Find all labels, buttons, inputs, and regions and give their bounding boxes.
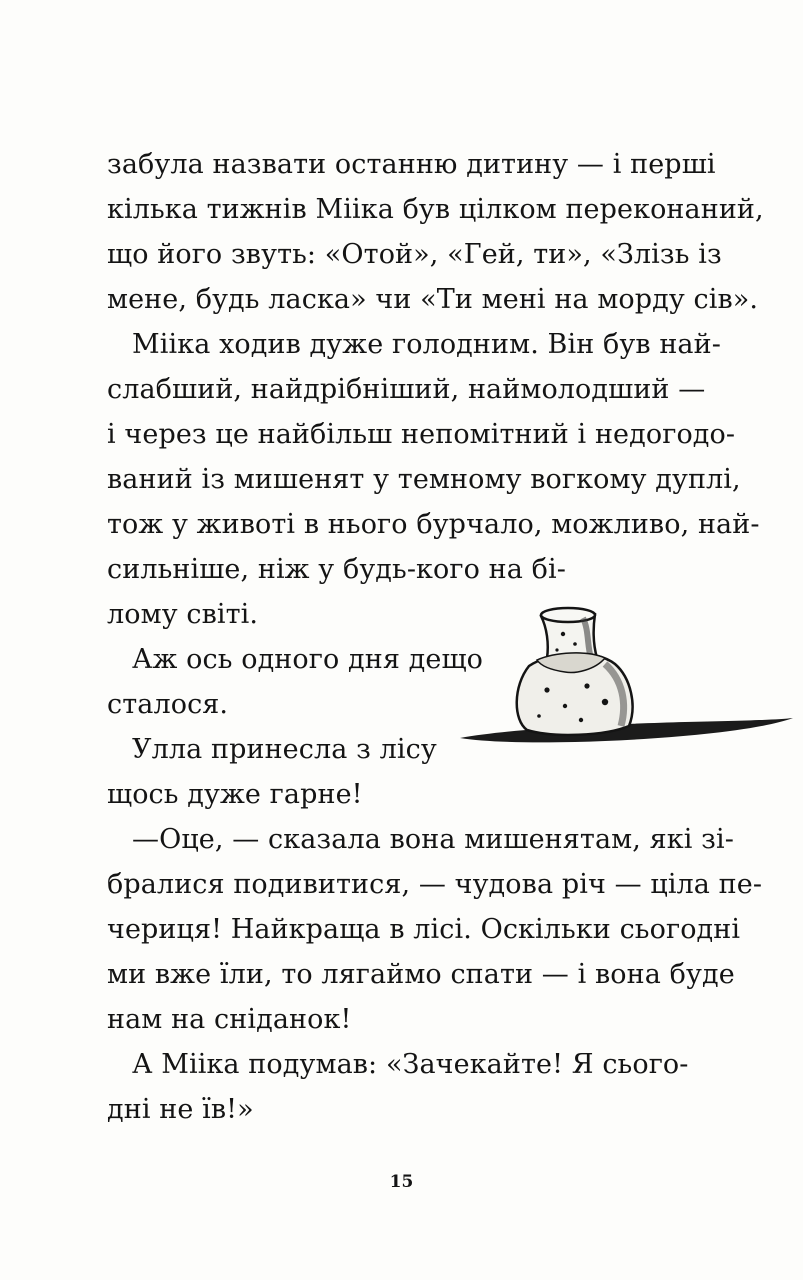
text-line: дні не їв!»	[107, 1094, 254, 1125]
page-number: 15	[389, 1172, 414, 1192]
text-line: що його звуть: «Отой», «Гей, ти», «Злізь із	[107, 239, 722, 270]
text-line: кілька тижнів Мііка був цілком переконаний,	[107, 194, 764, 225]
text-line: мене, будь ласка» чи «Ти мені на морду сів».	[107, 284, 759, 315]
text-line: Мііка ходив дуже голодним. Він був най-	[132, 329, 721, 360]
text-line: тож у животі в нього бурчало, можливо, най-	[107, 509, 760, 540]
text-line: Аж ось одного дня дещо	[132, 644, 484, 675]
text-line: Улла принесла з лісу	[132, 734, 437, 765]
text-line: забула назвати останню дитину — і перші	[107, 149, 716, 180]
text-line: бралися подивитися, — чудова річ — ціла пе-	[107, 869, 763, 900]
text-line: щось дуже гарне!	[107, 779, 363, 810]
text-line: нам на сніданок!	[107, 1004, 352, 1035]
text-line: лому світі.	[107, 599, 259, 630]
text-line: слабший, найдрібніший, наймолодший —	[107, 374, 706, 405]
text-line: сталося.	[107, 689, 229, 720]
text-line: чериця! Найкраща в лісі. Оскільки сьогодні	[107, 914, 741, 945]
text-line: А Мііка подумав: «Зачекайте! Я сього-	[132, 1049, 689, 1080]
mushroom-illustration	[455, 600, 795, 750]
text-line: —Оце, — сказала вона мишенятам, які зі-	[132, 824, 734, 855]
text-line: і через це найбільш непомітний і недогодо-	[107, 419, 736, 450]
text-line: ми вже їли, то лягаймо спати — і вона буде	[107, 959, 735, 990]
text-line: сильніше, ніж у будь-кого на бі-	[107, 554, 566, 585]
text-line: ваний із мишенят у темному вогкому дуплі,	[107, 464, 741, 495]
